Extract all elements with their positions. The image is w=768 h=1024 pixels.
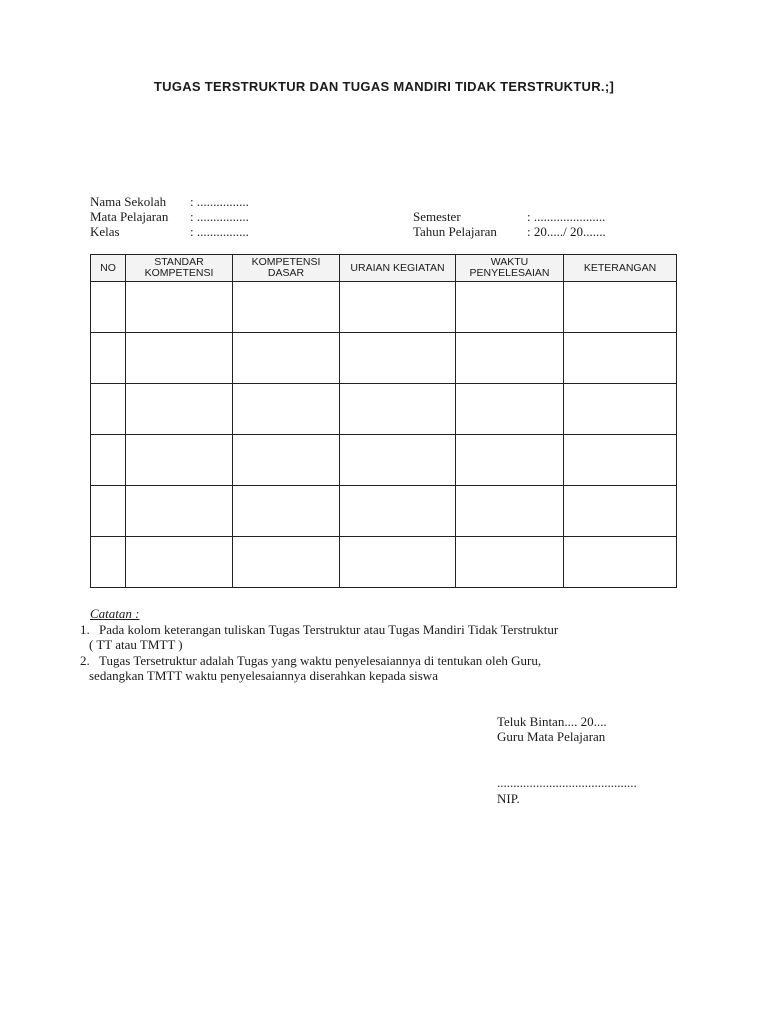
table-cell[interactable] [233,384,340,435]
table-row [91,282,677,333]
notes-heading: Catatan : [90,606,140,621]
value-mata-pelajaran: : ................ [190,209,249,224]
table-cell[interactable] [126,384,233,435]
table-cell[interactable] [564,435,677,486]
table-cell[interactable] [233,435,340,486]
table-cell[interactable] [340,282,456,333]
header-no: NO [91,255,126,282]
header-kompetensi-dasar: KOMPETENSI DASAR [233,255,340,282]
table-cell[interactable] [233,282,340,333]
table-cell[interactable] [126,537,233,588]
table-cell[interactable] [564,333,677,384]
table-row [91,486,677,537]
table-cell[interactable] [340,537,456,588]
label-kelas: Kelas [90,224,120,239]
table-cell[interactable] [456,333,564,384]
table-cell[interactable] [91,486,126,537]
signature-role: Guru Mata Pelajaran [497,729,606,744]
table-cell[interactable] [233,333,340,384]
label-mata-pelajaran: Mata Pelajaran [90,209,169,224]
table-cell[interactable] [564,384,677,435]
note-1-line-1: Pada kolom keterangan tuliskan Tugas Terstruktur atau Tugas Mandiri Tidak Terstruktur [99,622,559,637]
value-kelas: : ................ [190,224,249,239]
signature-place-date: Teluk Bintan.... 20.... [497,714,607,729]
note-2-line-2: sedangkan TMTT waktu penyelesaiannya diserahkan kepada siswa [89,668,438,683]
table-header-row [91,255,677,282]
value-semester: : ...................... [527,209,606,224]
table-cell[interactable] [126,435,233,486]
table-row [91,435,677,486]
header-standar-kompetensi: STANDAR KOMPETENSI [126,255,233,282]
table-row [91,537,677,588]
header-keterangan: KETERANGAN [564,255,677,282]
table-cell[interactable] [91,435,126,486]
table-cell[interactable] [340,435,456,486]
table-cell[interactable] [91,384,126,435]
table-cell[interactable] [564,486,677,537]
signature-nip: NIP. [497,791,520,806]
label-tahun-pelajaran: Tahun Pelajaran [413,224,497,239]
table-cell[interactable] [233,486,340,537]
table-cell[interactable] [340,384,456,435]
table-cell[interactable] [340,486,456,537]
table-cell[interactable] [456,282,564,333]
value-tahun-pelajaran: : 20...../ 20....... [527,224,606,239]
table-cell[interactable] [233,537,340,588]
value-nama-sekolah: : ................ [190,194,249,209]
table-cell[interactable] [564,537,677,588]
signature-name-line: ........................................... [497,775,637,790]
table-row [91,384,677,435]
note-2-line-1: Tugas Tersetruktur adalah Tugas yang waktu penyelesaiannya di tentukan oleh Guru, [99,653,542,668]
table-row [91,333,677,384]
table-cell[interactable] [456,435,564,486]
header-uraian-kegiatan: URAIAN KEGIATAN [340,255,456,282]
label-semester: Semester [413,209,461,224]
document-title: TUGAS TERSTRUKTUR DAN TUGAS MANDIRI TIDAK TERSTRUKTUR.;] [153,79,615,94]
table-cell[interactable] [91,282,126,333]
table-cell[interactable] [456,537,564,588]
table-cell[interactable] [91,537,126,588]
table-cell[interactable] [456,486,564,537]
table-cell[interactable] [456,384,564,435]
note-1-number: 1. [80,622,90,637]
note-1-line-2: ( TT atau TMTT ) [89,637,183,652]
table-cell[interactable] [91,333,126,384]
header-waktu-penyelesaian: WAKTU PENYELESAIAN [456,255,564,282]
table-cell[interactable] [564,282,677,333]
table-cell[interactable] [126,282,233,333]
assignment-table [90,254,677,588]
table-cell[interactable] [340,333,456,384]
note-2-number: 2. [80,653,90,668]
table-cell[interactable] [126,486,233,537]
table-cell[interactable] [126,333,233,384]
label-nama-sekolah: Nama Sekolah [90,194,167,209]
